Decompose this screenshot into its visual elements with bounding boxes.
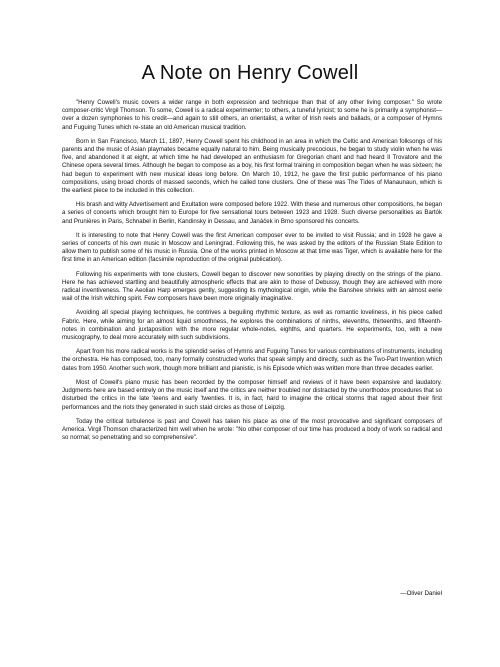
paragraph-3: His brash and witty Advertisement and Exultation were composed before 1922. With these and numerous other compositions, he began a series of concerts which brought him to Europe for five sensational tours between 1923 and 1928. Such diverse personalities as Bartók and Prunières in Paris, Schnabel in Berlin, Kandinsky in Dessau, and Janáček in Brno sponsored his concerts. <box>62 201 442 225</box>
paragraph-2: Born in San Francisco, March 11, 1897, Henry Cowell spent his childhood in an area in which the Celtic and American folksongs of his parents and the music of Asian playmates became equally natural to him. Being musically precocious, he began to study violin when he was five, and abandoned it at eight, at which time he had developed an enthusiasm for Gregorian chant and had heard Il Trovatore and the Chinese opera several times. Although he began to compose as a boy, his first formal training in composition began when he was sixteen; he had begun to experiment with new musical ideas long before. On March 10, 1912, he gave the first public performance of his piano compositions, using broad chords of massed seconds, which he called tone clusters. One of these was The Tides of Manaunaun, which is the earliest piece to be included in this collection. <box>62 137 442 195</box>
page-title: A Note on Henry Cowell <box>141 62 359 84</box>
paragraph-8: Most of Cowell's piano music has been recorded by the composer himself and reviews of it have been expansive and laudatory. Judgments here are based entirely on the music itself and the critics are neither troubled nor distracted by the unorthodox procedures that so disturbed the critics in the late 'teens and early 'twenties. It is, in fact, hard to imagine the critical storms that raged about their first performances and the riots they generated in such staid circles as those of Leipzig. <box>62 378 442 411</box>
paragraph-4: It is interesting to note that Henry Cowell was the first American composer ever to be invited to visit Russia; and in 1928 he gave a series of concerts of his own music in Moscow and Leningrad. Following this, he was asked by the editors of the Russian State Edition to allow them to publish some of his music in Russia. One of the works printed in Moscow at that time was Tiger, which is available here for the first time in an American edition (facsimile reproduction of the original publication). <box>62 231 442 264</box>
paragraph-9: Today the critical turbulence is past and Cowell has taken his place as one of the most provocative and significant composers of America. Virgil Thomson characterized him well when he wrote: "No other composer of our time has produced a body of work so radical and so normal; so penetrating and so comprehensive". <box>62 417 442 442</box>
paragraph-1: "Henry Cowell's music covers a wider range in both expression and technique than that of any other living composer." So wrote composer-critic Virgil Thomson. To some, Cowell is a radical experimenter; to others, a tuneful lyricist; to some he is primarily a symphonist—over a dozen symphonies to his credit—and again to still others, an orientalist, a writer of Irish reels and ballads, or a composer of Hymns and Fuguing Tunes which re-state an old American musical tradition. <box>62 99 442 131</box>
paragraph-6: Avoiding all special playing techniques, he contrives a beguiling rhythmic texture, as well as romantic loveliness, in his piece called Fabric. Here, while aiming for an almost liquid smoothness, he explores the combinations of ninths, elevenths, thirteenths, and fifteenth-notes in combination and juxtaposition with the more regular whole-notes, eighths, and quarters. He experiments, too, with a new musicography, to deal more accurately with such subdivisions. <box>62 309 442 342</box>
author-signature: —Oliver Daniel <box>400 590 442 597</box>
paragraph-5: Following his experiments with tone clusters, Cowell began to discover new sonorities by playing directly on the strings of the piano. Here he has achieved startling and beautifully atmospheric effects that are akin to those of Debussy, though they are achieved with more radical inventiveness. The Aeolian Harp emerges gently, suggesting its mythological origin, while the Banshee shrieks with an almost eerie wail of the Irish witching spirit. Few composers have been more originally imaginative. <box>62 270 442 303</box>
article-body <box>62 99 442 448</box>
paragraph-7: Apart from his more radical works is the splendid series of Hymns and Fuguing Tunes for various combinations of instruments, including the orchestra. He has composed, too, many formally constructed works that speak simply and directly, such as the Two-Part Invention which dates from 1950. Another such work, though more brilliant and pianistic, is his Episode which was written more than three decades earlier. <box>62 348 442 372</box>
